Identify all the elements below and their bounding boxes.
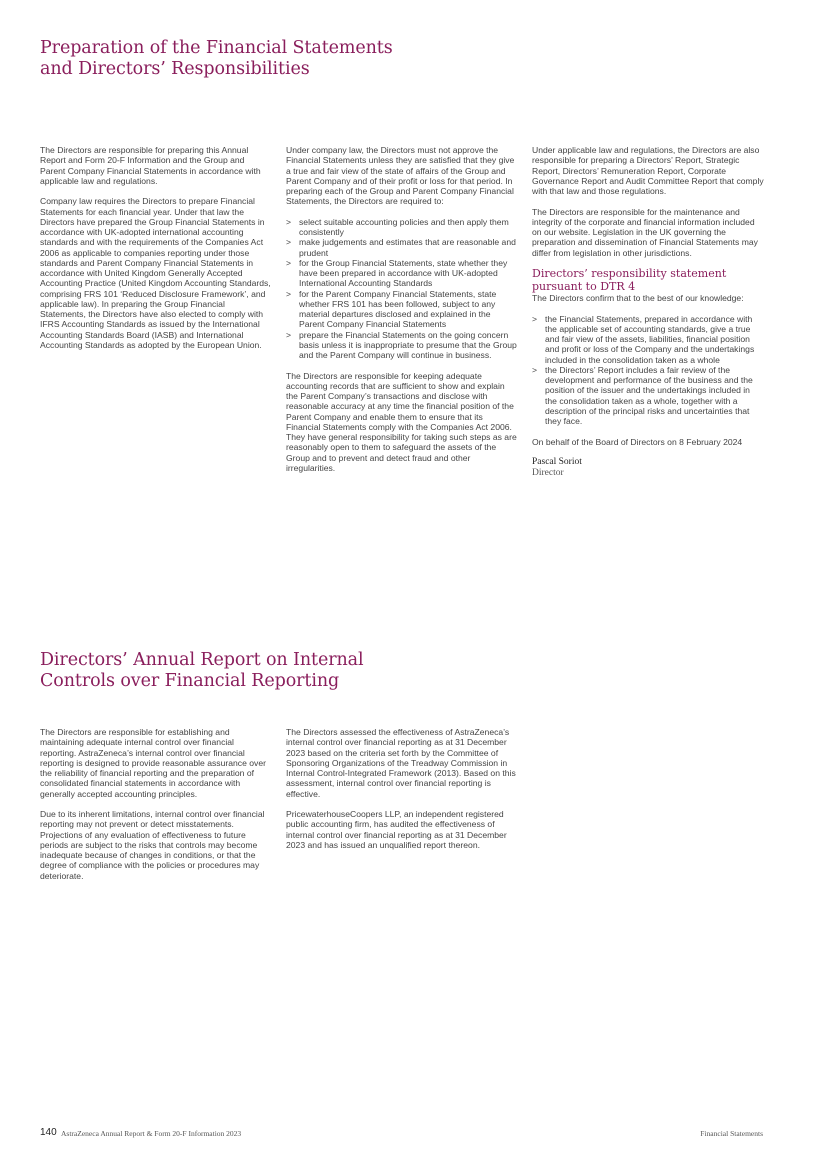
report-name: AstraZeneca Annual Report & Form 20-F Information 2023 (61, 1129, 242, 1138)
title-line-2: Controls over Financial Reporting (40, 671, 340, 691)
subheading-line-2: pursuant to DTR 4 (532, 279, 636, 293)
paragraph: The Directors assessed the effectiveness of AstraZeneca’s internal control over financial reporting as at 31 December 2023 based on the criteria set forth by the Committee of Sponsoring Organizations of the Treadway Commission in Internal Control-Integrated Framework (2013). Based on this assessment, internal control over financial reporting is effective. (286, 727, 516, 799)
title-line-2: and Directors’ Responsibilities (40, 59, 310, 79)
paragraph: PricewaterhouseCoopers LLP, an independent registered public accounting firm, has audited the effectiveness of internal control over financial reporting as at 31 December 2023 and has issued an unqualified report thereon. (286, 809, 507, 850)
list-item: > the Directors’ Report includes a fair review of the development and performance of the business and the position of the issuer and the undertakings included in the consolidation taken as a whole, together with a description of the principal risks and uncertainties that they face. (532, 365, 764, 427)
paragraph: The Directors are responsible for preparing this Annual Report and Form 20-F Information and the Group and Parent Company Financial Statements in accordance with applicable law and regulations. (40, 145, 261, 186)
list-item: > make judgements and estimates that are reasonable and prudent (286, 237, 518, 258)
signature-block (532, 457, 764, 479)
section1-column-3 (532, 145, 764, 479)
confirmation-list (532, 314, 764, 427)
section1-column-1 (40, 145, 272, 360)
section2-column-2 (286, 727, 518, 860)
subheading-dtr4 (532, 268, 764, 293)
paragraph: The Directors are responsible for the maintenance and integrity of the corporate and financial information included on our website. Legislation in the UK governing the preparation and dissemination of Financial Statements may differ from legislation in other jurisdictions. (532, 206, 758, 258)
signatory-role: Director (532, 468, 564, 478)
paragraph: On behalf of the Board of Directors on 8 February 2024 (532, 436, 743, 447)
list-item: > the Financial Statements, prepared in accordance with the applicable set of accounting standards, give a true and fair view of the assets, liabilities, financial position and profit or loss of the Company and the undertakings included in the consolidation taken as a whole (532, 314, 764, 365)
section1-column-2 (286, 145, 518, 483)
list-item: > for the Group Financial Statements, state whether they have been prepared in accordance with UK-adopted International Accounting Standards (286, 258, 518, 289)
subheading-line-1: Directors’ responsibility statement (532, 267, 727, 280)
paragraph: Under company law, the Directors must not approve the Financial Statements unless they are satisfied that they give a true and fair view of the state of affairs of the Group and Parent Company and of their profit or loss for that period. In preparing each of the Group and Parent Company Financial Statements, the Directors are required to: (286, 145, 515, 207)
section-name: Financial Statements (700, 1129, 763, 1138)
paragraph: The Directors confirm that to the best of our knowledge: (532, 293, 744, 303)
paragraph: The Directors are responsible for keeping adequate accounting records that are sufficient to show and explain the Parent Company’s transactions and disclose with reasonable accuracy at any time the financial position of the Parent Company and enable them to ensure that its Financial Statements comply with the Companies Act 2006. They have general responsibility for taking such steps as are reasonably open to them to safeguard the assets of the Group and to prevent and detect fraud and other irregularities. (286, 370, 517, 473)
section2-column-1 (40, 727, 272, 891)
section-title-financial-statements (40, 38, 393, 80)
paragraph: The Directors are responsible for establishing and maintaining adequate internal control over financial reporting. AstraZeneca’s internal control over financial reporting is designed to provide reasonable assurance over the reliability of financial reporting and the preparation of consolidated financial statements in accordance with generally accepted accounting principles. (40, 727, 266, 799)
paragraph: Company law requires the Directors to prepare Financial Statements for each financial year. Under that law the Directors have prepared the Group Financial Statements in accordance with UK-adopted international accounting standards and with the requirements of the Companies Act 2006 as applicable to companies reporting under those standards and Parent Company Financial Statements in accordance with United Kingdom Generally Accepted Accounting Practice (United Kingdom Accounting Standards, comprising FRS 101 ‘Reduced Disclosure Framework’, and applicable law). In preparing the Group Financial Statements, the Directors have also elected to comply with IFRS Accounting Standards as issued by the International Accounting Standards Board (IASB) and International Accounting Standards as adopted by the European Union. (40, 196, 271, 350)
list-item: > for the Parent Company Financial Statements, state whether FRS 101 has been followed, subject to any material departures disclosed and explained in the Parent Company Financial Statements (286, 289, 518, 330)
list-item: > select suitable accounting policies and then apply them consistently (286, 217, 518, 238)
title-line-1: Directors’ Annual Report on Internal (40, 650, 364, 670)
title-line-1: Preparation of the Financial Statements (40, 38, 393, 58)
list-item: > prepare the Financial Statements on the going concern basis unless it is inappropriate to presume that the Group and the Parent Company will continue in business. (286, 330, 518, 361)
page-footer (40, 1128, 763, 1142)
paragraph: Due to its inherent limitations, internal control over financial reporting may not prevent or detect misstatements. Projections of any evaluation of effectiveness to future periods are subject to the risks that controls may become inadequate because of changes in conditions, or that the degree of compliance with the policies or procedures may deteriorate. (40, 809, 265, 881)
page-number: 140 (40, 1127, 57, 1138)
paragraph: Under applicable law and regulations, the Directors are also responsible for preparing a Directors’ Report, Strategic Report, Directors’ Remuneration Report, Corporate Governance Report and Audit Committee Report that comply with that law and those regulations. (532, 145, 764, 196)
requirements-list (286, 217, 518, 361)
signatory-name: Pascal Soriot (532, 457, 582, 467)
section-title-internal-controls (40, 650, 363, 692)
